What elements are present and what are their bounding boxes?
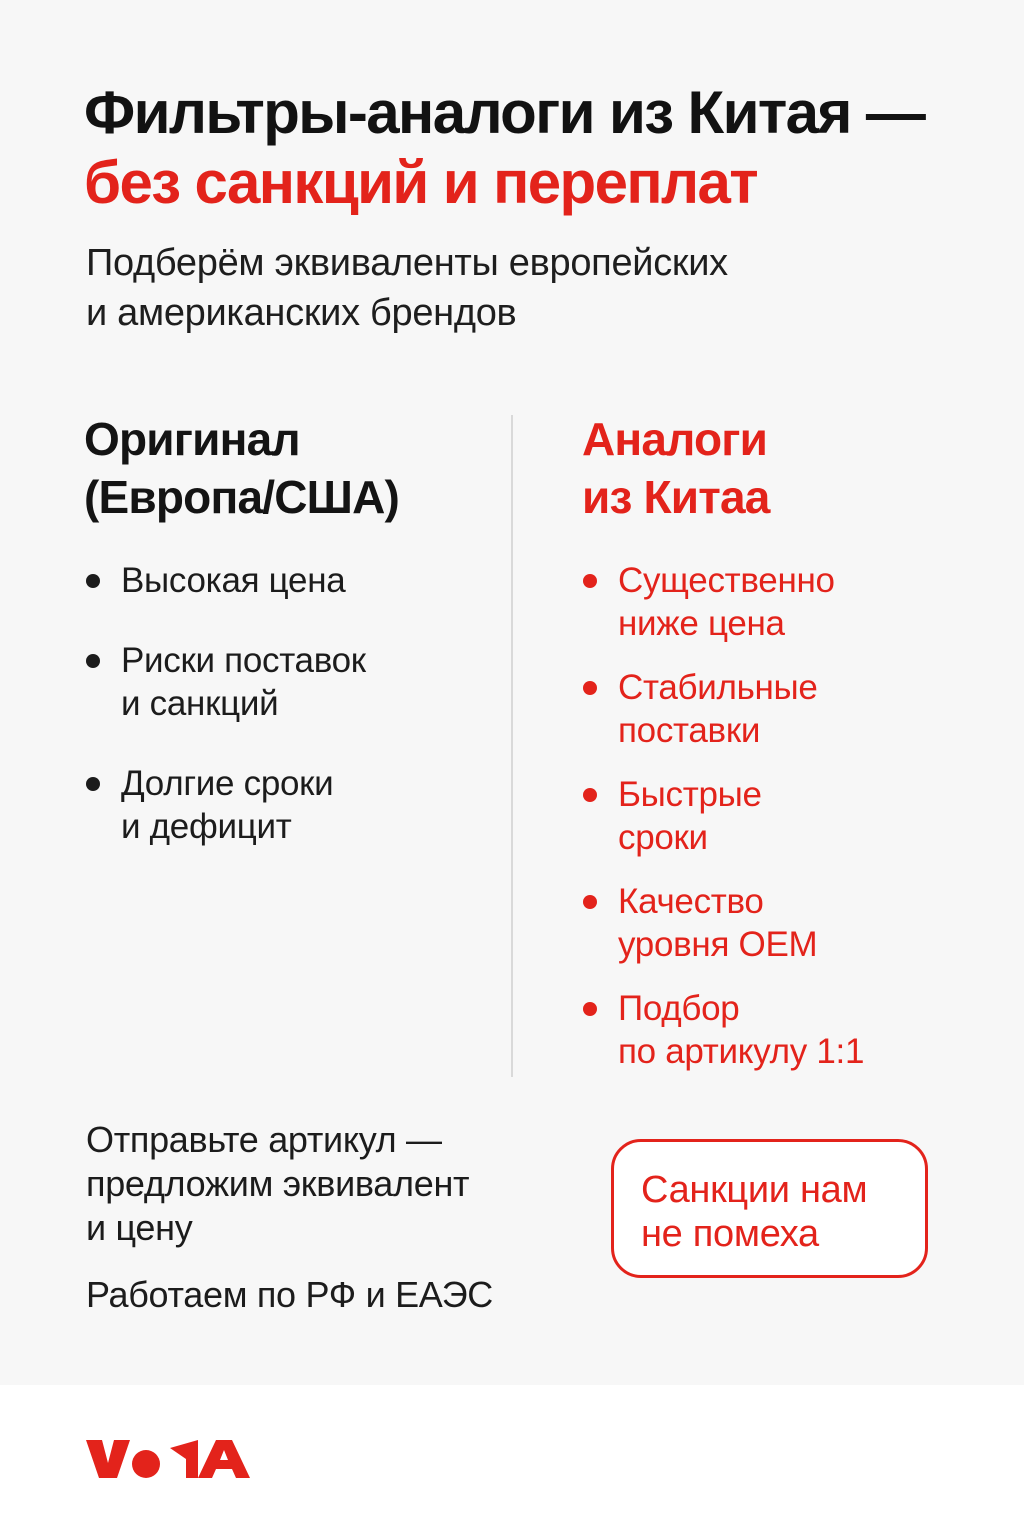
call-to-action-text bbox=[86, 1118, 556, 1250]
list-item bbox=[581, 559, 864, 645]
badge-line-2: не помеха bbox=[641, 1213, 819, 1255]
bullet-icon bbox=[583, 895, 597, 909]
list-item bbox=[581, 666, 864, 752]
original-drawbacks-list bbox=[84, 559, 366, 885]
list-item-text: Стабильные bbox=[618, 668, 818, 707]
analogs-title-line-2: из Китаа bbox=[582, 471, 770, 523]
subtitle-line-2: и американских брендов bbox=[86, 292, 517, 334]
original-title-line-2: (Европа/США) bbox=[84, 471, 400, 523]
cta-line-2: предложим эквивалент bbox=[86, 1163, 470, 1204]
headline bbox=[84, 78, 924, 218]
list-item-text: Подбор bbox=[618, 989, 740, 1028]
original-title-line-1: Оригинал bbox=[84, 413, 300, 465]
cta-line-1: Отправьте артикул — bbox=[86, 1119, 442, 1160]
list-item-text: поставки bbox=[618, 711, 761, 750]
bullet-icon bbox=[86, 574, 100, 588]
bullet-icon bbox=[583, 681, 597, 695]
list-item-text: сроки bbox=[618, 818, 708, 857]
badge-line-1: Санкции нам bbox=[641, 1169, 868, 1211]
bullet-icon bbox=[583, 788, 597, 802]
list-item-text: Качество bbox=[618, 882, 764, 921]
list-item-text: Риски поставок bbox=[121, 641, 366, 680]
headline-line-1: Фильтры-аналоги из Китая — bbox=[84, 79, 925, 146]
headline-line-2-accent: без санкций и переплат bbox=[84, 149, 758, 216]
vota-logo-icon bbox=[86, 1437, 250, 1483]
analogs-benefits-list bbox=[581, 559, 864, 1094]
list-item bbox=[581, 987, 864, 1073]
list-item bbox=[84, 762, 366, 848]
list-item-text: Быстрые bbox=[618, 775, 762, 814]
bullet-icon bbox=[583, 1002, 597, 1016]
bullet-icon bbox=[583, 574, 597, 588]
list-item-text: по артикулу 1:1 bbox=[618, 1032, 865, 1071]
list-item bbox=[581, 880, 864, 966]
list-item bbox=[84, 559, 366, 602]
analogs-column-title bbox=[582, 410, 770, 526]
list-item bbox=[84, 639, 366, 725]
list-item-text: уровня OEM bbox=[618, 925, 818, 964]
list-item-text: ниже цена bbox=[618, 604, 785, 643]
service-region-text: Работаем по РФ и ЕАЭС bbox=[86, 1274, 493, 1315]
cta-line-3: и цену bbox=[86, 1207, 193, 1248]
subtitle-line-1: Подберём эквиваленты европейских bbox=[86, 242, 728, 284]
list-item-text: Существенно bbox=[618, 561, 835, 600]
subtitle bbox=[86, 238, 936, 338]
sanctions-badge bbox=[611, 1139, 928, 1278]
analogs-title-line-1: Аналоги bbox=[582, 413, 768, 465]
list-item-text: и дефицит bbox=[121, 807, 292, 846]
column-divider bbox=[511, 415, 513, 1077]
original-column-title bbox=[84, 410, 399, 526]
list-item-text: Высокая цена bbox=[121, 561, 346, 600]
list-item-text: и санкций bbox=[121, 684, 279, 723]
bullet-icon bbox=[86, 654, 100, 668]
list-item bbox=[581, 773, 864, 859]
bullet-icon bbox=[86, 777, 100, 791]
list-item-text: Долгие сроки bbox=[121, 764, 334, 803]
